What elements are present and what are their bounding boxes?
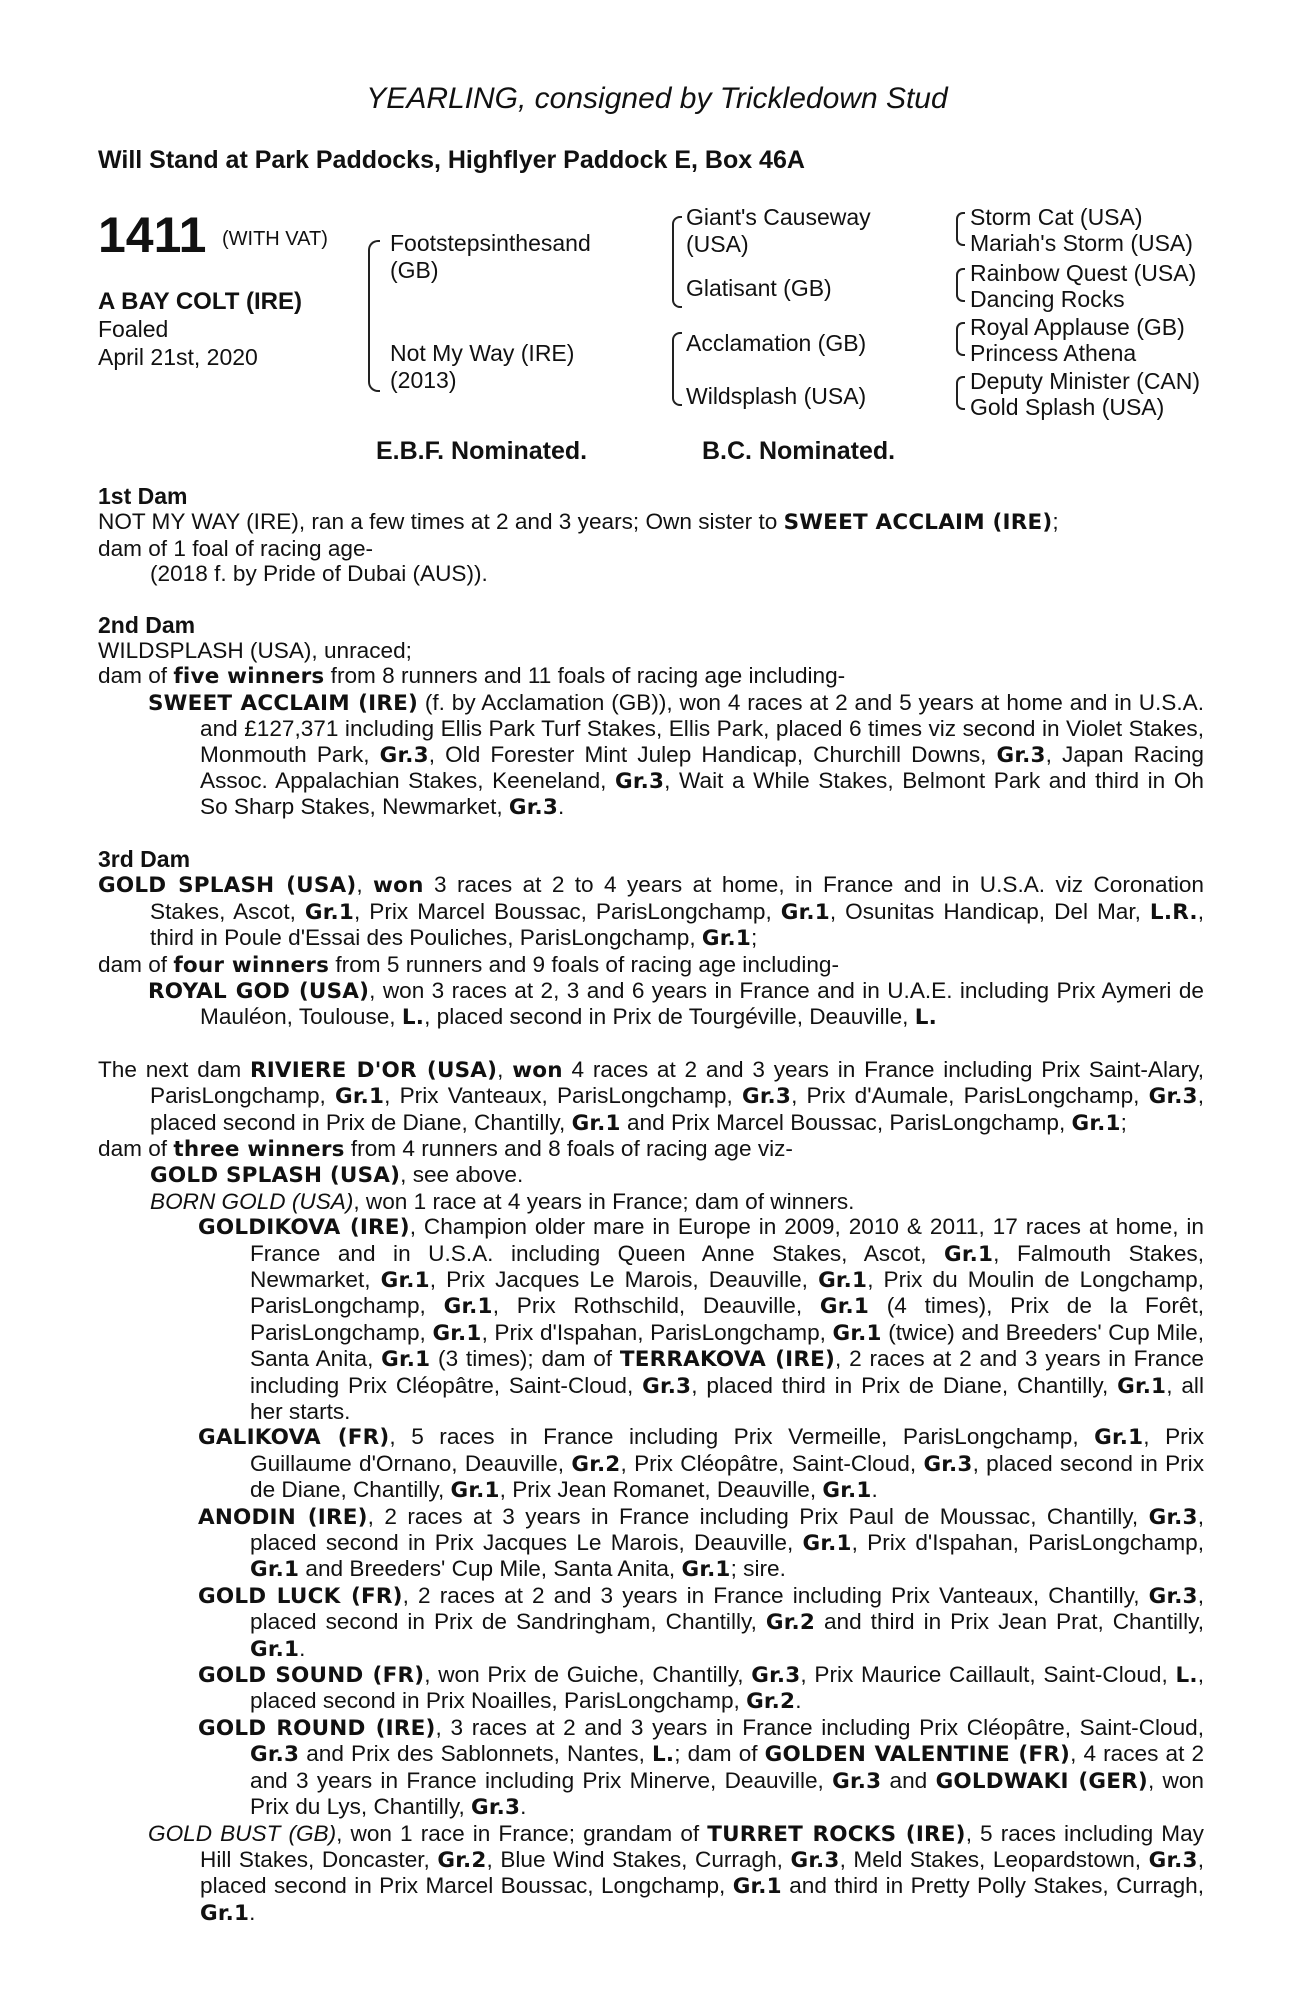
text-run: ANODIN (IRE) xyxy=(198,1504,368,1530)
text-run: (4 times), Prix de la Forêt, ParisLongchamp, xyxy=(250,1293,1205,1345)
text-run: , Blue Wind Stakes, Curragh, xyxy=(486,1846,791,1872)
text-run: , Prix Rothschild, Deauville, xyxy=(492,1293,820,1319)
foaled-info xyxy=(98,315,258,371)
first-dam-line-3: (2018 f. by Pride of Dubai (AUS)). xyxy=(150,561,488,587)
text-run: TURRET ROCKS (IRE) xyxy=(707,1821,966,1847)
text-run: , Falmouth Stakes, Newmarket, xyxy=(250,1240,1204,1292)
sweet-acclaim-entry: SWEET ACCLAIM (IRE) (f. by Acclamation (GB)), won 4 races at 2 and 5 years at home and in U.S.A. and £127,371 including Ellis Park Turf Stakes, Ellis Park, placed 6 times viz second in Violet Stakes, Monmouth Park, Gr.3, Old Forester Mint Julep Handicap, Churchill Downs, Gr.3, Japan Racing Assoc. Appalachian Stakes, Keeneland, Gr.3, Wait a While Stakes, Belmont Park and third in Oh So Sharp Stakes, Newmarket, Gr.3. xyxy=(148,689,1204,821)
text-run: L. xyxy=(652,1742,675,1768)
text-run: (twice) and Breeders' Cup Mile, Santa Anita, xyxy=(250,1319,1205,1372)
g3-2: Mariah's Storm (USA) xyxy=(970,230,1193,256)
second-dam-line-1: WILDSPLASH (USA), unraced; xyxy=(98,638,412,664)
sire-name xyxy=(390,230,591,284)
text-run: and third in Prix Jean Prat, Chantilly, xyxy=(815,1609,1204,1635)
text-run: Gr.1 xyxy=(832,1320,882,1346)
dam-name xyxy=(390,340,574,394)
g3-7: Deputy Minister (CAN) xyxy=(970,368,1201,394)
text-run: , 2 races at 3 years in France including Prix Paul de Moussac, Chantilly, xyxy=(367,1503,1149,1529)
text-run: , placed third in Prix de Diane, Chantilly, xyxy=(691,1372,1118,1398)
text-run: , 5 races including May Hill Stakes, Doncaster, xyxy=(200,1820,1204,1872)
text-run: Gr.1 xyxy=(381,1347,431,1373)
sire-line-2: (GB) xyxy=(390,257,439,283)
stand-location: Will Stand at Park Paddocks, Highflyer Paddock E, Box 46A xyxy=(98,146,805,174)
gold-sound-entry xyxy=(98,1662,1204,1715)
text-run: GOLD BUST (GB) xyxy=(148,1820,337,1846)
text-run: . xyxy=(795,1688,802,1714)
text-run: , Champion older mare in Europe in 2009, 2010 & 2011, 17 races at home, in France and in U.S.A. including Queen Anne Stakes, Ascot, xyxy=(250,1214,1204,1266)
text-run: , placed second in Prix Marcel Boussac, Longchamp, xyxy=(200,1846,1204,1899)
text-run: , Prix Guillaume d'Ornano, Deauville, xyxy=(250,1424,1204,1476)
text-run: , Meld Stakes, Leopardstown, xyxy=(839,1846,1149,1872)
pedigree-brace-2b xyxy=(672,332,682,406)
text-run: Gr.2 xyxy=(746,1689,796,1715)
lot-name: A BAY COLT (IRE) xyxy=(98,288,303,315)
gold-bust-entry xyxy=(98,1821,1204,1927)
lot-number: 1411 xyxy=(98,207,207,263)
text-run: Gr.1 xyxy=(732,1874,782,1900)
text-run: , placed second in Prix Jacques Le Marois, Deauville, xyxy=(250,1503,1204,1556)
text-run: and Prix des Sablonnets, Nantes, xyxy=(299,1741,652,1767)
vat-label: (WITH VAT) xyxy=(222,228,328,250)
second-dam-heading: 2nd Dam xyxy=(98,611,196,638)
pedigree-brace-3d xyxy=(956,376,965,410)
text-run: , Prix Jean Romanet, Deauville, xyxy=(499,1477,823,1503)
text-run: (3 times); dam of xyxy=(430,1346,620,1372)
text-run: Gr.2 xyxy=(571,1451,621,1477)
text-run: , placed second in Prix de Diane, Chantilly, xyxy=(250,1450,1204,1503)
text-run: Gr.3 xyxy=(923,1451,973,1477)
text-run: , 3 races at 2 and 3 years in France including Prix Cléopâtre, Saint-Cloud, xyxy=(435,1714,1205,1740)
royal-god-entry: ROYAL GOD (USA), won 3 races at 2, 3 and 6 years in France and in U.A.E. including Prix Aymeri de Mauléon, Toulouse, L., placed second in Prix de Tourgéville, Deauville, L. xyxy=(148,977,1204,1031)
text-run: , 4 races at 2 and 3 years in France including Prix Minerve, Deauville, xyxy=(250,1741,1205,1793)
text-run: , placed second in Prix Noailles, ParisLongchamp, xyxy=(250,1662,1204,1714)
foaled-date: April 21st, 2020 xyxy=(98,344,258,370)
text-run: Gr.1 xyxy=(380,1267,430,1293)
text-run: Gr.1 xyxy=(450,1478,500,1504)
text-run: and third in Pretty Polly Stakes, Curragh, xyxy=(781,1873,1204,1899)
text-run: Gr.1 xyxy=(250,1636,300,1662)
first-dam-heading: 1st Dam xyxy=(98,483,188,509)
text-run: Gr.2 xyxy=(437,1847,487,1873)
foaled-label: Foaled xyxy=(98,316,169,342)
anodin-entry xyxy=(98,1504,1204,1583)
first-dam-line-2: dam of 1 foal of racing age- xyxy=(98,535,374,561)
text-run: Gr.1 xyxy=(432,1320,482,1346)
text-run: , 2 races at 2 and 3 years in France including Prix Vanteaux, Chantilly, xyxy=(402,1582,1149,1608)
first-dam-line-1: NOT MY WAY (IRE), ran a few times at 2 and 3 years; Own sister to SWEET ACCLAIM (IRE); xyxy=(98,509,1059,536)
text-run: Gr.1 xyxy=(250,1557,300,1583)
text-run: Gr.3 xyxy=(832,1768,882,1794)
galikova-entry xyxy=(98,1424,1204,1503)
text-run: Gr.3 xyxy=(471,1795,521,1821)
text-run: Gr.1 xyxy=(802,1531,852,1557)
text-run: Gr.3 xyxy=(1148,1583,1198,1609)
text-run: Gr.3 xyxy=(790,1847,840,1873)
gold-splash-ref: GOLD SPLASH (USA), see above. xyxy=(150,1162,524,1189)
text-run: , placed second in Prix de Sandringham, Chantilly, xyxy=(250,1582,1205,1635)
page-title: YEARLING, consigned by Trickledown Stud xyxy=(366,82,948,115)
ebf-nominated: E.B.F. Nominated. xyxy=(376,437,588,465)
text-run: . xyxy=(299,1635,306,1661)
text-run: GOLD LUCK (FR) xyxy=(198,1583,403,1609)
born-gold-entry: BORN GOLD (USA), won 1 race at 4 years in France; dam of winners. xyxy=(150,1188,855,1214)
text-run: Gr.1 xyxy=(443,1294,493,1320)
g3-1: Storm Cat (USA) xyxy=(970,204,1143,230)
dam-sire: Acclamation (GB) xyxy=(686,330,867,356)
text-run: . xyxy=(520,1794,527,1820)
sire-sire-line-1: Giant's Causeway xyxy=(686,204,871,230)
dam-line-1: Not My Way (IRE) xyxy=(390,340,575,366)
g3-5: Royal Applause (GB) xyxy=(970,314,1185,340)
g3-8: Gold Splash (USA) xyxy=(970,394,1165,420)
text-run: GOLD ROUND (IRE) xyxy=(198,1715,436,1741)
next-dam-entry: The next dam RIVIERE D'OR (USA), won 4 races at 2 and 3 years in France including Prix Saint-Alary, ParisLongchamp, Gr.1, Prix Vanteaux, ParisLongchamp, Gr.3, Prix d'Aumale, ParisLongchamp, Gr.3, placed second in Prix de Diane, Chantilly, Gr.1 and Prix Marcel Boussac, ParisLongchamp, Gr.1; xyxy=(98,1056,1205,1136)
text-run: , won Prix du Lys, Chantilly, xyxy=(250,1767,1204,1820)
third-dam-line-2: dam of four winners from 5 runners and 9 foals of racing age including- xyxy=(98,951,840,978)
text-run: , 2 races at 2 and 3 years in France including Prix Cléopâtre, Saint-Cloud, xyxy=(250,1346,1204,1398)
text-run: TERRAKOVA (IRE) xyxy=(619,1347,836,1373)
text-run: GALIKOVA (FR) xyxy=(198,1425,390,1451)
text-run: GOLDWAKI (GER) xyxy=(935,1768,1148,1794)
text-run: Gr.3 xyxy=(250,1742,300,1768)
text-run: . xyxy=(249,1899,256,1925)
pedigree-brace-1 xyxy=(368,240,380,392)
gold-splash-entry: GOLD SPLASH (USA), won 3 races at 2 to 4 years at home, in France and in U.S.A. viz Coronation Stakes, Ascot, Gr.1, Prix Marcel Boussac, ParisLongchamp, Gr.1, Osunitas Handicap, Del Mar, L.R., third in Poule d'Essai des Pouliches, ParisLongchamp, Gr.1; xyxy=(98,872,1204,952)
text-run: . xyxy=(871,1477,878,1503)
text-run: Gr.1 xyxy=(200,1900,250,1926)
text-run: GOLDIKOVA (IRE) xyxy=(198,1215,410,1241)
text-run: Gr.3 xyxy=(1148,1504,1198,1530)
text-run: , Prix du Moulin de Longchamp, ParisLongchamp, xyxy=(250,1266,1205,1319)
text-run: GOLDEN VALENTINE (FR) xyxy=(764,1742,1071,1768)
text-run: ; dam of xyxy=(674,1741,765,1767)
g3-3: Rainbow Quest (USA) xyxy=(970,260,1197,286)
sire-dam: Glatisant (GB) xyxy=(686,275,832,301)
text-run: , Prix Cléopâtre, Saint-Cloud, xyxy=(620,1450,924,1476)
third-dam-heading: 3rd Dam xyxy=(98,845,191,872)
text-run: and Breeders' Cup Mile, Santa Anita, xyxy=(299,1556,682,1582)
sire-sire xyxy=(686,204,871,258)
text-run: Gr.1 xyxy=(1117,1373,1167,1399)
gold-round-entry xyxy=(98,1715,1204,1821)
goldikova-entry xyxy=(98,1214,1204,1424)
text-run: , all her starts. xyxy=(250,1372,1204,1424)
text-run: Gr.3 xyxy=(751,1663,801,1689)
text-run: Gr.3 xyxy=(642,1373,692,1399)
text-run: GOLD SOUND (FR) xyxy=(198,1663,425,1689)
second-dam-line-2: dam of five winners from 8 runners and 11 foals of racing age including- xyxy=(98,663,846,690)
pedigree-brace-3b xyxy=(956,268,965,302)
text-run: , 5 races in France including Prix Vermeille, ParisLongchamp, xyxy=(389,1424,1095,1450)
sire-line-1: Footstepsinthesand xyxy=(390,230,591,256)
text-run: , won 1 race in France; grandam of xyxy=(336,1820,708,1846)
text-run: Gr.3 xyxy=(1148,1847,1198,1873)
g3-6: Princess Athena xyxy=(970,340,1137,366)
text-run: Gr.1 xyxy=(681,1557,731,1583)
text-run: Gr.1 xyxy=(1094,1425,1144,1451)
text-run: , Prix d'Ispahan, ParisLongchamp, xyxy=(481,1319,833,1345)
dam-dam: Wildsplash (USA) xyxy=(686,383,867,409)
text-run: Gr.1 xyxy=(819,1294,870,1320)
text-run: , won Prix de Guiche, Chantilly, xyxy=(424,1662,752,1688)
text-run: Gr.1 xyxy=(818,1267,868,1293)
bc-nominated: B.C. Nominated. xyxy=(702,437,896,465)
catalogue-body xyxy=(98,484,1204,1926)
g3-4: Dancing Rocks xyxy=(970,286,1125,312)
pedigree-brace-3a xyxy=(956,212,965,246)
pedigree-brace-2a xyxy=(672,216,682,308)
text-run: , Prix d'Ispahan, ParisLongchamp, xyxy=(851,1530,1204,1556)
text-run: , Prix Maurice Caillault, Saint-Cloud, xyxy=(800,1662,1176,1688)
text-run: Gr.1 xyxy=(822,1478,872,1504)
gold-luck-entry xyxy=(98,1583,1204,1662)
pedigree-brace-3c xyxy=(956,322,965,356)
sire-sire-line-2: (USA) xyxy=(686,231,749,257)
text-run: L. xyxy=(1175,1663,1198,1689)
text-run: and xyxy=(881,1767,936,1793)
next-dam-line-2: dam of three winners from 4 runners and 8 foals of racing age viz- xyxy=(98,1135,793,1162)
text-run: Gr.1 xyxy=(944,1241,994,1267)
text-run: , Prix Jacques Le Marois, Deauville, xyxy=(429,1266,819,1292)
text-run: Gr.2 xyxy=(765,1610,815,1636)
dam-line-2: (2013) xyxy=(390,367,457,393)
text-run: ; sire. xyxy=(730,1556,786,1582)
